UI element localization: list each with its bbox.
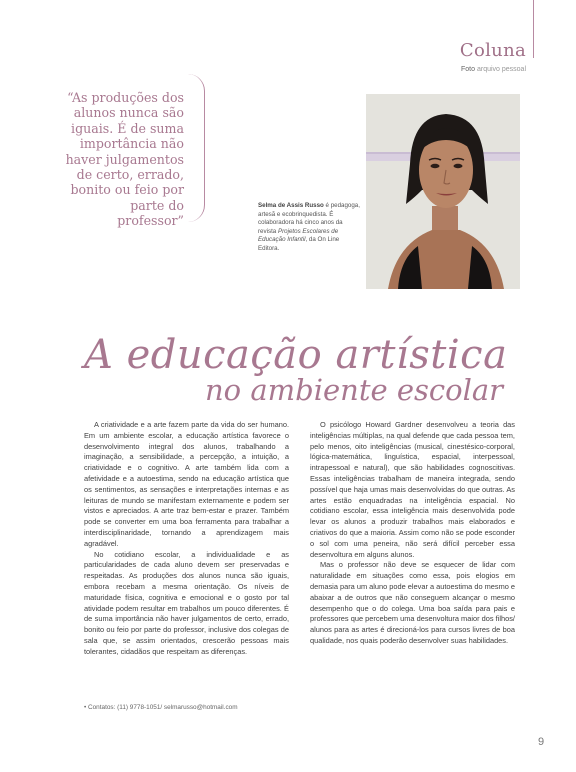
body-paragraph: A criatividade e a arte fazem parte da vida do ser humano. Em um ambiente escolar, a educação artística favorece o desenvolvimento integral dos alunos, trabalhando a imaginação, a sensibilidade, a percepção, a intuição, a criatividade e o cognitivo. A arte também lida com a afetividade e a autoestima, sendo na educação artística que os sentimentos, as sensações e interpretações internas e as leituras de mundo se manifestam externamente e podem ser vistos e apreciados. A arte traz bem-estar e prazer. Também pode se converter em uma boa ferramenta para trabalhar a interdisciplinaridade, tornando a aprendizagem mais agradável. <box>84 420 289 548</box>
author-photo <box>366 94 520 289</box>
author-name: Selma de Assis Russo <box>258 202 324 209</box>
headline-line-1: A educação artística <box>84 332 508 378</box>
photo-credit-label: Foto <box>461 66 476 73</box>
page-number: 9 <box>538 736 545 748</box>
section-title: Coluna <box>459 40 526 61</box>
body-column-right <box>310 420 515 647</box>
photo-credit <box>461 66 526 73</box>
section-rule <box>533 0 534 58</box>
pull-quote: “As produções dos alunos nunca são iguais. É de suma importância não haver julgamentos de certo, errado, bonito ou feio por parte do professor” <box>65 90 184 229</box>
photo-credit-text: arquivo pessoal <box>476 66 526 73</box>
contact-footnote: • Contatos: (11) 9778-1051/ selmarusso@hotmail.com <box>84 704 238 711</box>
body-paragraph: No cotidiano escolar, a individualidade e as particularidades de cada aluno devem ser preservadas e respeitadas. As produções dos alunos nunca são iguais, embora recebam a mesma orientação. Os níveis de maturidade física, cognitiva e emocional e o gosto por tal atividade podem resultar em trabalhos um pouco diferentes. É de suma importância não haver julgamentos de certo, errado, bonito ou feio por parte do professor, inclusive dos colegas de sala que, se assim orientados, crescerão pessoas mais tolerantes, cidadãos que respeitam as diferenças. <box>84 549 289 656</box>
body-paragraph: O psicólogo Howard Gardner desenvolveu a teoria das inteligências múltiplas, na qual defende que cada pessoa tem, pelo menos, oito inteligências (musical, cinestésico-corporal, lógica-matemática, linguística, espacial, interpessoal, intrapessoal e natural), que são habilidades cognoscitivas. Essas inteligências trabalham de maneira integrada, sendo possível que haja umas mais desenvolvidas do que outras. As artes estão enquadradas na inteligência espacial. No cotidiano escolar, essa inteligência mais desenvolvida pode levar os alunos a produzir trabalhos mais elaborados e criativos do que a maioria. Assim como não se pode esconder o sol com uma peneira, não será difícil perceber essa desenvoltura em alguns alunos. <box>310 420 515 559</box>
body-paragraph: Mas o professor não deve se esquecer de lidar com naturalidade em situações como essa, pois elogios em demasia para um aluno pode elevar a autoestima do mesmo e abaixar a de outros que não conseguem alcançar o mesmo desempenho que o do colega. Uma boa saída para pais e professores que percebem uma desenvoltura maior dos filhos/ alunos para as artes é direcioná-los para cursos livres de boa qualidade, nos quais poderão desenvolver suas habilidades. <box>310 560 516 645</box>
body-column-left <box>84 420 289 658</box>
headline-line-2: no ambiente escolar <box>205 373 504 407</box>
photo-caption <box>258 202 362 254</box>
caption-text-2: , da On Line Editora. <box>258 236 340 252</box>
caption-text-1: é pedagoga, artesã e ecobrinquedista. É colaboradora há cinco anos da revista <box>258 202 360 235</box>
quote-bracket <box>188 74 205 222</box>
magazine-name: Projetos Escolares de Educação Infantil <box>258 227 339 244</box>
portrait-illustration <box>366 94 520 289</box>
